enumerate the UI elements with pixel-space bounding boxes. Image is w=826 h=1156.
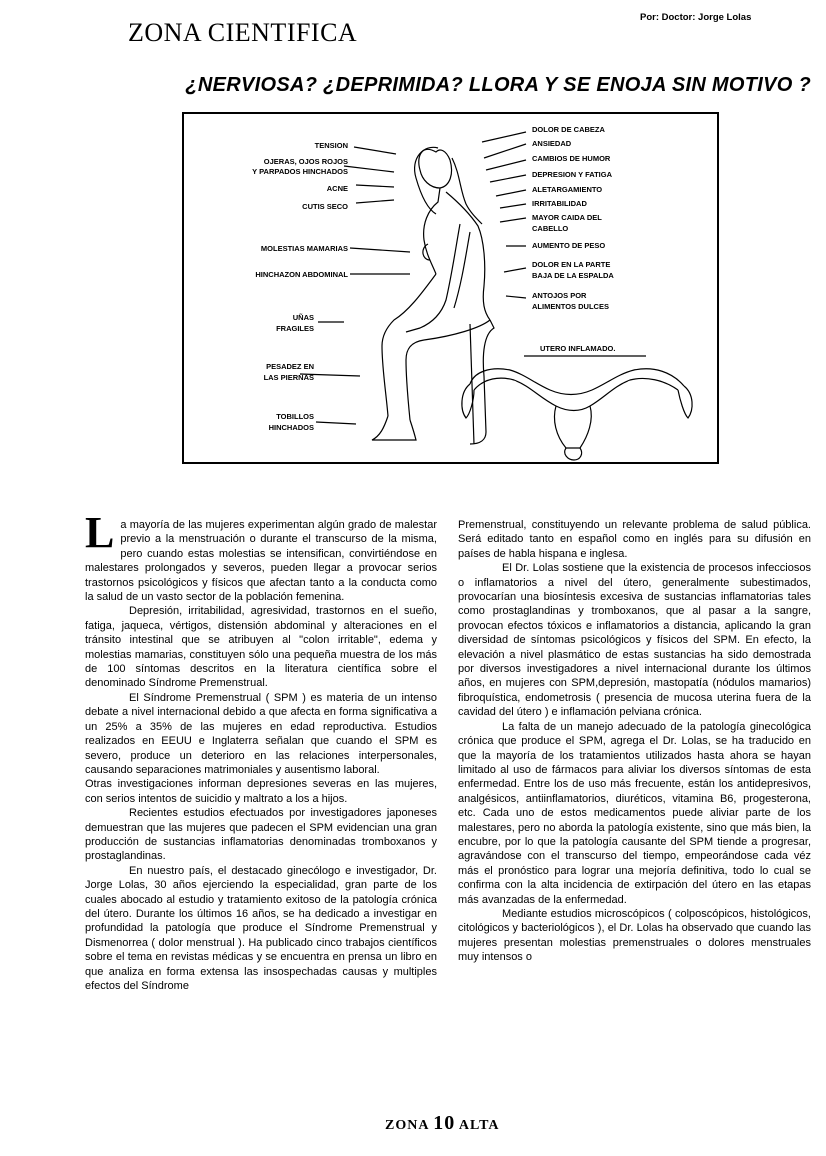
paragraph: Depresión, irritabilidad, agresividad, trastornos en el sueño, fatiga, jaqueca, vértigos, distensión abdominal y alteraciones en el tránsito intestinal que se atribuyen al "colon irritable", edema y molestias mamarias, constituyen sólo una pequeña muestra de los más de 100 síntomas descritos en la literatura científica sobre el denominado Síndrome Premenstrual. [85, 605, 437, 690]
drop-cap: L [85, 508, 115, 557]
paragraph: La falta de un manejo adecuado de la patología ginecológica crónica que produce el SPM, agrega el Dr. Lolas, se ha traducido en que la mayoría de los tratamientos utilizados hasta ahora se hayan limitado al uso de fármacos para aliviar los diversos síntomas de esta enfermedad. Entre los de uso más frecuente, están los antidepresivos, analgésicos, antiinflamatorios, diuréticos, vitamina B6, progesterona, etc. Cada uno de estos medicamentos puede aliviar parte de los malestares, pero no aborda la patología existente, sino que más bien, la encubre, por lo que la patología causante del SPM tiende a progresar, agravándose con el transcurso del tiempo, empeorándose cada véz más el pronóstico para lograr una mejoría definitiva, todo lo cual se confirma con la alta incidencia de extirpación del útero en las etapas más avanzadas de la enfermedad. [458, 720, 811, 906]
paragraph: Recientes estudios efectuados por investigadores japoneses demuestran que las mujeres que padecen el SPM evidencian una gran producción de sustancias inflamatorias denominadas tromboxanos y prostaglandinas. [85, 807, 437, 863]
article-column-right [458, 518, 811, 965]
label-heavy-legs-1: PESADEZ EN [266, 362, 314, 371]
label-acne: ACNE [326, 184, 348, 193]
article-headline: ¿NERVIOSA? ¿DEPRIMIDA? LLORA Y SE ENOJA SIN MOTIVO ? [185, 74, 811, 96]
label-low-back-pain-1: DOLOR EN LA PARTE [532, 260, 611, 269]
paragraph: La mayoría de las mujeres experimentan algún grado de malestar previo a la menstruación o durante el transcurso de la misma, pero cuando estas molestias se intensifican, convirtiéndose en malestares prolongados y severos, pueden llegar a provocar serios trastornos psicológicos y físicos que afectan tanto a la conducta como la salud de un vasto sector de la población femenina. [85, 508, 437, 604]
label-anxiety: ANSIEDAD [532, 139, 572, 148]
section-title: ZONA CIENTIFICA [128, 18, 358, 47]
label-lethargy: ALETARGAMIENTO [532, 185, 603, 194]
label-weight-gain: AUMENTO DE PESO [532, 241, 606, 250]
label-headache: DOLOR DE CABEZA [532, 125, 605, 134]
label-sweet-cravings-2: ALIMENTOS DULCES [532, 302, 609, 311]
author-credit: Por: Doctor: Jorge Lolas [640, 12, 752, 23]
label-abdominal-swelling: HINCHAZON ABDOMINAL [255, 270, 348, 279]
label-hair-loss-2: CABELLO [532, 224, 569, 233]
label-fragile: FRAGILES [276, 324, 314, 333]
label-low-back-pain-2: BAJA DE LA ESPALDA [532, 271, 614, 280]
page-footer [385, 1112, 500, 1135]
paragraph: Mediante estudios microscópicos ( colposcópicos, histológicos, citológicos y bacteriológicos ), el Dr. Lolas ha observado que cuando las mujeres presentan molestias premenstruales o dolores menstruales muy intensos o [458, 907, 811, 964]
article-column-left [85, 508, 437, 993]
label-ankles: TOBILLOS [276, 412, 314, 421]
label-nails: UÑAS [292, 313, 314, 322]
label-heavy-legs-2: LAS PIERNAS [263, 373, 314, 382]
label-irritability: IRRITABILIDAD [532, 199, 587, 208]
symptoms-illustration [182, 112, 719, 464]
paragraph: El Síndrome Premenstrual ( SPM ) es materia de un intenso debate a nivel internacional debido a que afecta en forma significativa a un 25% a 35% de las mujeres en edad reproductiva. Estudios realizados en EEUU e Inglaterra señalan que cuando el SPM es severo, produce un deterioro en las relaciones interpersonales, causando separaciones matrimoniales y ausentismo laboral. [85, 691, 437, 776]
paragraph: En nuestro país, el destacado ginecólogo e investigador, Dr. Jorge Lolas, 30 años ejerciendo la especialidad, gran parte de los cuales abocado al estudio y tratamiento exitoso de la patología crónica del útero. Durante los últimos 16 años, se ha dedicado a investigar en profundidad la patología que produce el Síndrome Premenstrual y Dismenorrea ( dolor menstrual ). Ha publicado cinco trabajos científicos sobre el tema en revistas médicas y se encuentra en prensa un libro en que analiza en forma extensa las insospechadas causas y multiples efectos del Síndrome [85, 864, 437, 992]
paragraph: Otras investigaciones informan depresiones severas en las mujeres, con serios intentos de suicidio y maltrato a los a hijos. [85, 778, 437, 805]
page-number: 10 [433, 1112, 456, 1134]
label-swollen-eyelids: Y PARPADOS HINCHADOS [252, 167, 348, 176]
footer-right: ALTA [458, 1118, 500, 1133]
label-swollen: HINCHADOS [268, 423, 314, 432]
label-depression-fatigue: DEPRESION Y FATIGA [532, 170, 613, 179]
label-mood-swings: CAMBIOS DE HUMOR [532, 154, 611, 163]
label-inflamed-uterus: UTERO INFLAMADO. [540, 344, 616, 353]
label-hair-loss-1: MAYOR CAIDA DEL [532, 213, 602, 222]
label-sweet-cravings-1: ANTOJOS POR [532, 291, 587, 300]
paragraph: Premenstrual, constituyendo un relevante problema de salud pública. Será editado tanto en español como en inglés para su difusión en países de habla hispana e inglesa. [458, 519, 811, 560]
label-dry-skin: CUTIS SECO [302, 202, 348, 211]
paragraph: El Dr. Lolas sostiene que la existencia de procesos infecciosos o inflamatorios a nivel del útero, generalmente subestimados, provocarían una biosíntesis excesiva de sustancias inflamatorias tales como prostaglandinas y tromboxanos, que al pasar a la sangre, provocan efectos tóxicos e inflamatorios a distancia, aplicando la gran diversidad de síntomas psicológicos y físicos del SPM. En efecto, la elevación a nivel plasmático de estas sustancias ha sido demostrada por diversos investigadores a nivel internacional durante los últimos años, en mujeres con SPM,depresión, mastopatía (nódulos mamarios) fibroquística, endometrosis ( presencia de mucosa uterina fuera de la cavidad del útero ) e inflamación pelviana crónica. [458, 562, 811, 719]
label-dark-circles: OJERAS, OJOS ROJOS [263, 157, 348, 166]
footer-left: ZONA [385, 1118, 429, 1133]
label-tension: TENSION [314, 141, 348, 150]
label-breast-pain: MOLESTIAS MAMARIAS [260, 244, 348, 253]
